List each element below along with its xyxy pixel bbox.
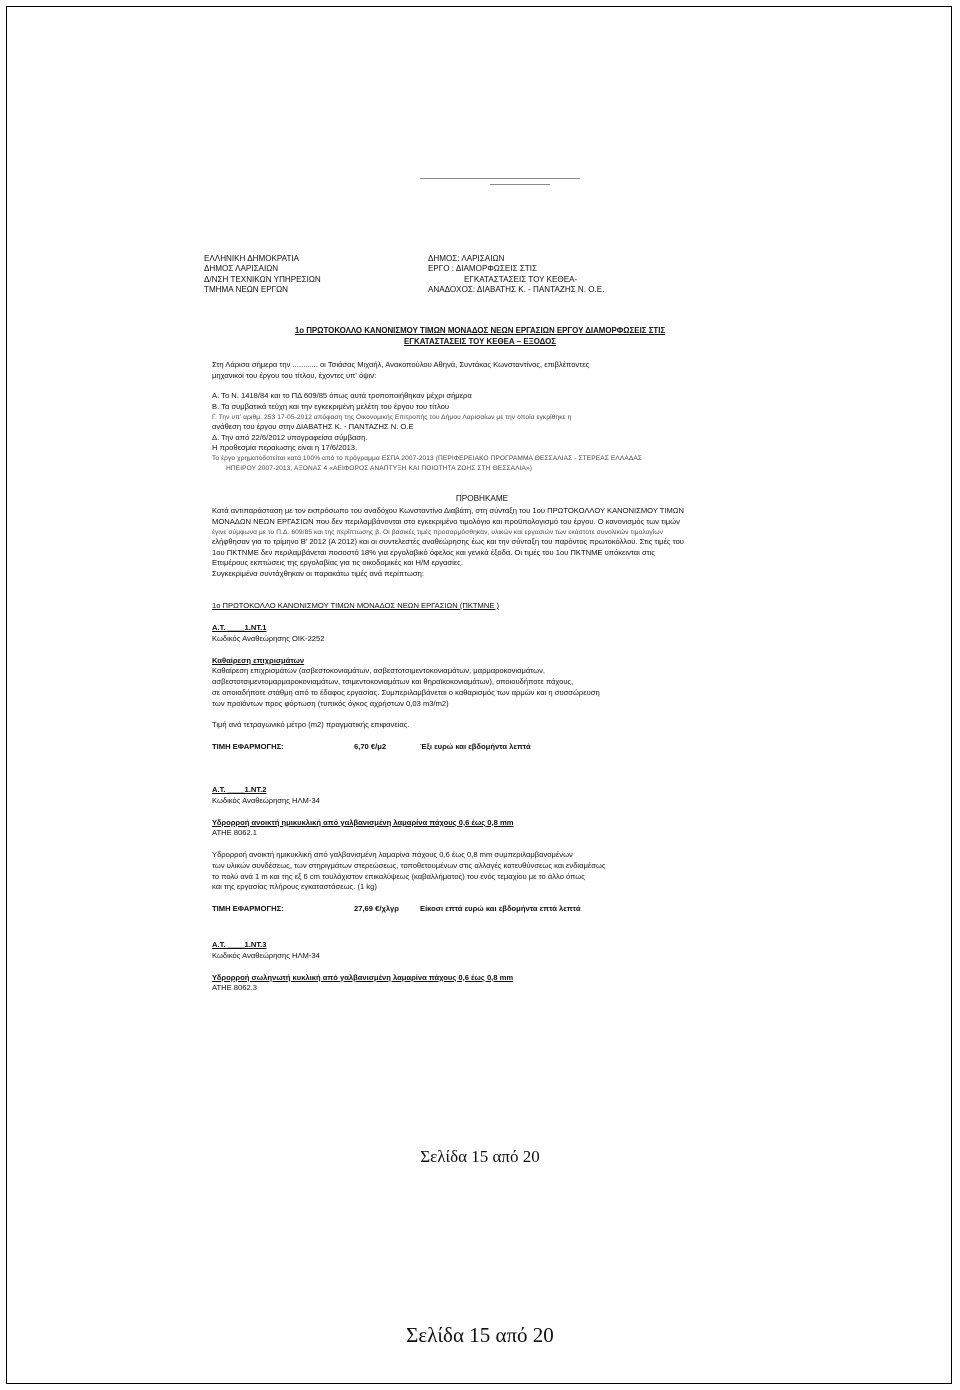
header-right-line: ΕΓΚΑΤΑΣΤΑΣΕΙΣ ΤΟΥ ΚΕΘΕΑ- <box>464 274 578 284</box>
scanned-document <box>150 150 810 1210</box>
header-right-line: ΔΗΜΟΣ: ΛΑΡΙΣΑΙΩΝ <box>428 254 505 263</box>
price-item-3 <box>212 940 513 994</box>
page-number: Σελίδα 15 από 20 <box>406 1323 554 1347</box>
price-value: 27,69 €/χλγρ <box>354 904 399 914</box>
proceeded-line: Συγκεκριμένα συντάχθηκαν οι παρακάτω τιμές ανά περίπτωση: <box>212 569 424 579</box>
consideration-line: Δ. Την από 22/6/2012 υπογραφείσα σύμβαση. <box>212 432 368 442</box>
proceeded-heading: ΠΡΟΒΗΚΑΜΕ <box>455 494 509 503</box>
item-code: Α.Τ. ____1.ΝΤ.1 <box>212 623 267 632</box>
item-description-line: ασβεστοτσιμεντομαρμαροκονιαμάτων, τσιμεντοκονιαμάτων και θηραϊκοκονιαμάτων), οποιουδήποτε πάχους, <box>212 677 574 687</box>
header-left-line: ΕΛΛΗΝΙΚΗ ΔΗΜΟΚΡΑΤΙΑ <box>204 254 300 263</box>
scanned-page-number: Σελίδα 15 από 20 <box>420 1147 540 1166</box>
item-subtitle: Καθαίρεση επιχρισμάτων <box>212 655 305 665</box>
item-price-line <box>212 904 606 915</box>
consideration-line: Το έργο χρηματοδοτείται κατά 100% από το πρόγραμμα ΕΣΠΑ 2007-2013 (ΠΕΡΙΦΕΡΕΙΑΚΟ ΠΡΟΓΡΑΜΜΑ ΘΕΣΣΑΛΙΑΣ - ΣΤΕΡΕΑΣ ΕΛΛΑΔΑΣ <box>212 455 643 463</box>
header-left-line: ΔΗΜΟΣ ΛΑΡΙΣΑΙΩΝ <box>204 264 279 274</box>
item-description-line: σε οποιαδήποτε στάθμη από το έδαφος εργασίας. Συμπεριλαμβάνεται ο καθαρισμός των αρμών και η συσσώρευση <box>212 687 600 697</box>
item-revision-code: Κωδικός Αναθεώρησης ΗΛΜ-34 <box>212 795 320 805</box>
item-reference: ΑΤΗΕ 8062.1 <box>212 828 258 838</box>
item-description-line: το πολύ ανά 1 m και της εξ 6 cm τουλάχιστον επικαλύψεως (καβαλλήματος) του ενός τεμαχίου με το άλλο όπως <box>212 871 585 881</box>
item-description-line: Τιμή ανά τετραγωνικό μέτρο (m2) πραγματικής επιφανείας. <box>212 720 410 730</box>
item-subtitle: Υδρορροή σωληνωτή κυκλική από γαλβανισμένη λαμαρίνα πάχους 0,6 έως 0,8 mm <box>212 972 514 982</box>
price-words: Έξι ευρώ και εβδομήντα λεπτά <box>420 742 531 752</box>
intro-text <box>212 360 589 382</box>
proceeded-text <box>212 506 684 580</box>
title-line: 1ο ΠΡΩΤΟΚΟΛΛΟ ΚΑΝΟΝΙΣΜΟΥ ΤΙΜΩΝ ΜΟΝΑΔΟΣ ΝΕΩΝ ΕΡΓΑΣΙΩΝ ΕΡΓΟΥ ΔΙΑΜΟΡΦΩΣΕΙΣ ΣΤΙΣ <box>294 326 666 335</box>
scan-noise <box>490 184 550 185</box>
item-description-line: Υδρορροή ανοικτή ημικυκλική από γαλβανισμένη λαμαρίνα πάχους 0,6 έως 0,8 mm συμπεριλαμβανομένων <box>212 850 573 860</box>
item-code: Α.Τ. ____1.ΝΤ.3 <box>212 940 267 949</box>
item-revision-code: Κωδικός Αναθεώρησης ΟΙΚ-2252 <box>212 633 325 643</box>
price-item-2 <box>212 785 606 915</box>
proceeded-line: 1ου ΠΚΤΝΜΕ δεν περιλαμβάνεται ποσοστό 18% για εργολαβικό όφελος και γενικά έξοδα. Οι τιμές του 1ου ΠΚΤΝΜΕ υπόκεινται στις <box>212 547 656 557</box>
item-description-line: και της εργασίας πλήρους εγκαταστάσεως. (1 kg) <box>212 882 377 892</box>
intro-line: Στη Λάρισα σήμερα την ............ οι Τσιάσας Μιχαήλ, Ανακοπούλου Αθηνά, Συντάκας Κωνσταντίνος, επιβλέποντες <box>212 360 590 369</box>
item-reference: ΑΤΗΕ 8062.3 <box>212 983 258 993</box>
intro-line: μηχανικοί του έργου του τίτλου, έχοντες υπ' όψιν: <box>212 370 377 380</box>
price-label: ΤΙΜΗ ΕΦΑΡΜΟΓΗΣ: <box>212 904 284 914</box>
considerations <box>212 391 642 473</box>
item-subtitle: Υδρορροή ανοικτή ημικυκλική από γαλβανισμένη λαμαρίνα πάχους 0,6 έως 0,8 mm <box>212 817 514 827</box>
proceeded-line: ελήφθησαν για το τρίμηνο Β' 2012 (Α 2012) και οι συντελεστές αναθεώρησης έως και την σύνταξη του παρόντος πρωτοκόλλου. Στις τιμές του <box>212 536 684 546</box>
item-price-line <box>212 742 600 753</box>
price-words: Είκοσι επτά ευρώ και εβδομήντα επτά λεπτά <box>420 904 581 914</box>
item-description-line: Καθαίρεση επιχρισμάτων (ασβεστοκονιαμάτων, ασβεστοτσιμεντοκονιαμάτων, μαρμαροκονιαμάτων, <box>212 666 545 676</box>
price-label: ΤΙΜΗ ΕΦΑΡΜΟΓΗΣ: <box>212 742 284 752</box>
proceeded-line: έγινε σύμφωνα με το Π.Δ. 609/85 και της περίπτωσης β. Οι βασικές τιμές προσαρμόσθηκαν, υλικών και εργασιών των εκάστοτε συνολικών τιμολογίων <box>212 528 663 536</box>
header-left-line: ΤΜΗΜΑ ΝΕΩΝ ΕΡΓΩΝ <box>204 285 289 295</box>
protocol-title: 1ο ΠΡΩΤΟΚΟΛΛΟ ΚΑΝΟΝΙΣΜΟΥ ΤΙΜΩΝ ΜΟΝΑΔΟΣ ΝΕΩΝ ΕΡΓΑΣΙΩΝ (ΠΚΤΜΝΕ ) <box>212 601 500 610</box>
consideration-line: Η προθεσμία περαίωσης είναι η 17/6/2013. <box>212 443 358 453</box>
item-description-line: των υλικών συνδέσεως, των στηριγμάτων στερεώσεως, τοποθετουμένων στις αλλαγές κατευθύνσεως και ενδιαμέσως <box>212 860 606 870</box>
scan-noise <box>420 178 580 179</box>
consideration-line: ΗΠΕΙΡΟΥ 2007-2013, ΑΞΟΝΑΣ 4 «ΑΕΙΦΟΡΟΣ ΑΝΑΠΤΥΞΗ ΚΑΙ ΠΟΙΟΤΗΤΑ ΖΩΗΣ ΣΤΗ ΘΕΣΣΑΛΙΑ») <box>226 464 533 472</box>
header-left-line: Δ/ΝΣΗ ΤΕΧΝΙΚΩΝ ΥΠΗΡΕΣΙΩΝ <box>204 274 321 284</box>
header-right <box>428 254 604 295</box>
item-description-line: των προϊόντων προς φόρτωση (τυπικός όγκος αχρήστων 0,03 m3/m2) <box>212 698 449 708</box>
header-right-line: ΑΝΑΔΟΧΟΣ: ΔΙΑΒΑΤΗΣ Κ. - ΠΑΝΤΑΖΗΣ Ν. Ο.Ε. <box>428 285 605 295</box>
consideration-line: Β. Τα συμβατικά τεύχη και την εγκεκριμένη μελέτη του έργου του τίτλου <box>212 401 450 411</box>
proceeded-line: Κατά αντιπαράσταση με τον εκπρόσωπο του αναδόχου Κωνσταντίνο Διαβάτη, στη σύνταξη του 1ου ΠΡΩΤΟΚΟΛΛΟΥ ΚΑΝΟΝΙΣΜΟΥ ΤΙΜΩΝ <box>212 506 684 515</box>
header-right-line: ΕΡΓΟ : ΔΙΑΜΟΡΦΩΣΕΙΣ ΣΤΙΣ <box>428 264 537 274</box>
proceeded-line: ΜΟΝΑΔΩΝ ΝΕΩΝ ΕΡΓΑΣΙΩΝ που δεν περιλαμβάνονται στο εγκεκριμένο τιμολόγιο και προϋπολογισμό του έργου. Ο κανονισμός των τιμών <box>212 516 680 526</box>
header-left <box>204 254 321 295</box>
proceeded-line: Επιμέρους εκπτώσεις της εργολαβίας για τις οικοδομικές και Η/Μ εργασίες. <box>212 558 463 568</box>
price-item-1 <box>212 623 600 753</box>
consideration-line: Γ. Την υπ' αριθμ. 253 17-05-2012 απόφαση της Οικονομικής Επιτροπής του Δήμου Λαρισαίων με την οποία εγκρίθηκε η <box>212 413 572 421</box>
consideration-line: ανάθεση του έργου στην ΔΙΑΒΑΤΗΣ Κ. - ΠΑΝΤΑΖΗΣ Ν. Ο.Ε <box>212 421 414 431</box>
item-code: Α.Τ. ____1.ΝΤ.2 <box>212 785 267 794</box>
item-revision-code: Κωδικός Αναθεώρησης ΗΛΜ-34 <box>212 950 320 960</box>
document-title <box>150 326 810 347</box>
title-line: ΕΓΚΑΤΑΣΤΑΣΕΙΣ ΤΟΥ ΚΕΘΕΑ – ΕΞΟΔΟΣ <box>404 336 556 346</box>
price-value: 6,70 €/μ2 <box>354 742 387 752</box>
consideration-line: Α. Το Ν. 1418/84 και το ΠΔ 609/85 όπως αυτά τροποποιήθηκαν μέχρι σήμερα <box>212 391 472 400</box>
